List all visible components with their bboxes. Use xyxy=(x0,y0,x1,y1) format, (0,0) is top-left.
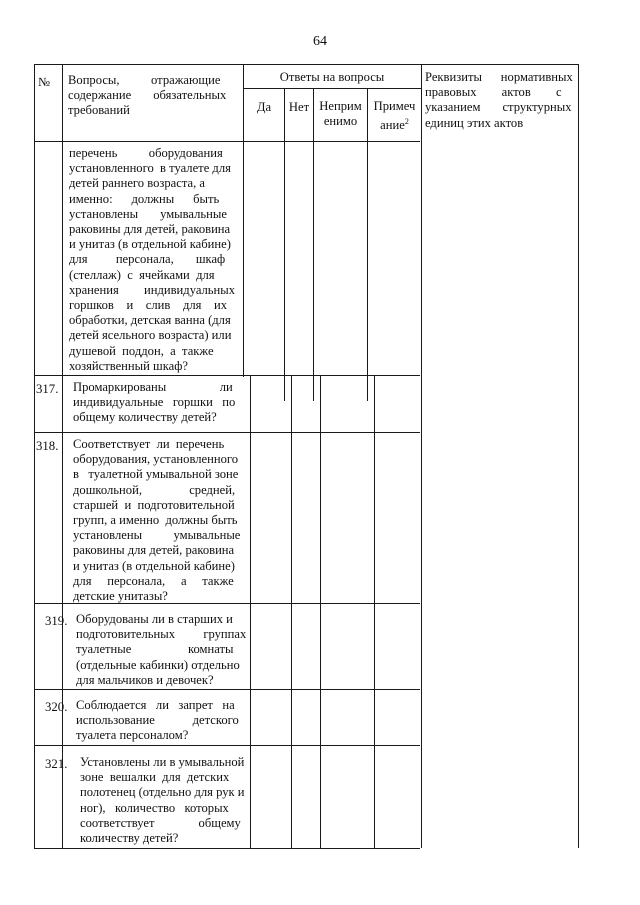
question-line: ног), количество которых xyxy=(80,800,229,815)
question-line: старшей и подготовительной xyxy=(73,497,235,512)
row-number: 318. xyxy=(36,439,59,453)
question-line: перечень оборудования xyxy=(69,146,223,160)
question-line: использование детского xyxy=(76,713,239,728)
question-line: душевой поддон, а также xyxy=(69,343,214,358)
question-line: Соблюдается ли запрет на xyxy=(76,698,235,712)
header-yes: Да xyxy=(256,100,272,114)
header-questions-line: требований xyxy=(68,103,130,118)
table-row xyxy=(69,146,241,374)
question-line: обработки, детская ванна (для xyxy=(69,313,231,328)
header-no: Нет xyxy=(288,100,310,114)
header-na-line: Неприм xyxy=(319,99,362,113)
question-line: установленного в туалете для xyxy=(69,161,231,176)
header-requisites-line: правовых актов с xyxy=(425,85,562,100)
question-line: раковины для детей, раковина xyxy=(69,222,231,237)
header-questions-line: содержание обязательных xyxy=(68,88,227,103)
question-line: и унитаз (в отдельной кабине) xyxy=(69,237,231,252)
question-line: детей ясельного возраста) или xyxy=(69,328,232,343)
header-not-applicable xyxy=(314,99,367,129)
question-line: полотенец (отдельно для рук и xyxy=(80,785,245,800)
question-line: общему количеству детей? xyxy=(73,410,217,425)
header-note-line: Примеч xyxy=(373,99,416,113)
question-line: групп, а именно должны быть xyxy=(73,513,238,528)
header-na-line: енимо xyxy=(323,114,358,129)
question-line: индивидуальные горшки по xyxy=(73,395,236,410)
header-questions-line: Вопросы, отражающие xyxy=(68,73,221,87)
question-line: (стеллаж) с ячейками для xyxy=(69,267,215,282)
row-number: 321. xyxy=(45,757,68,771)
question-line: зоне вешалки для детских xyxy=(80,770,230,785)
header-answers: Ответы на вопросы xyxy=(279,70,385,84)
table-row xyxy=(73,380,248,426)
header-note xyxy=(368,99,421,134)
table-row xyxy=(76,698,248,744)
question-line: и унитаз (в отдельной кабине) xyxy=(73,558,235,573)
question-line: соответствует общему xyxy=(80,815,241,830)
question-line: подготовительных группах xyxy=(76,627,247,642)
question-line: Промаркированы ли xyxy=(73,380,233,394)
question-line: раковины для детей, раковина xyxy=(73,543,235,558)
question-line: установлены умывальные xyxy=(73,528,241,543)
question-line: дошкольной, средней, xyxy=(73,482,236,497)
table-row xyxy=(73,437,248,604)
header-questions xyxy=(68,73,240,119)
header-requisites xyxy=(425,70,575,131)
footnote-marker: 2 xyxy=(404,117,409,127)
question-line: детей раннего возраста, а xyxy=(69,176,205,191)
question-line: именно: должны быть xyxy=(69,191,220,206)
question-line: Оборудованы ли в старших и xyxy=(76,612,233,626)
question-line: установлены умывальные xyxy=(69,206,227,221)
question-line: горшков и слив для их xyxy=(69,298,228,313)
question-line: туалета персоналом? xyxy=(76,728,189,743)
row-number: 317. xyxy=(36,382,59,396)
header-requisites-line: указанием структурных xyxy=(425,100,572,115)
header-number: № xyxy=(38,75,51,89)
question-line: количеству детей? xyxy=(80,831,179,846)
question-line: детские унитазы? xyxy=(73,589,168,604)
question-line: хозяйственный шкаф? xyxy=(69,358,188,373)
question-line: для персонала, шкаф xyxy=(69,252,226,267)
question-line: оборудования, установленного xyxy=(73,452,239,467)
question-line: туалетные комнаты xyxy=(76,642,234,657)
page-number: 64 xyxy=(313,34,327,49)
header-requisites-line: единиц этих актов xyxy=(425,115,524,130)
question-line: (отдельные кабинки) отдельно xyxy=(76,657,240,672)
question-line: в туалетной умывальной зоне xyxy=(73,467,239,482)
question-line: для персонала, а также xyxy=(73,573,234,588)
row-number: 320. xyxy=(45,700,68,714)
table-row xyxy=(80,755,248,846)
question-line: для мальчиков и девочек? xyxy=(76,672,214,687)
question-line: Установлены ли в умывальной xyxy=(80,755,245,769)
header-note-line: ание xyxy=(380,118,405,133)
table-row xyxy=(76,612,248,688)
header-requisites-line: Реквизиты нормативных xyxy=(425,70,573,84)
question-line: хранения индивидуальных xyxy=(69,282,236,297)
row-number: 319. xyxy=(45,614,68,628)
question-line: Соответствует ли перечень xyxy=(73,437,225,451)
